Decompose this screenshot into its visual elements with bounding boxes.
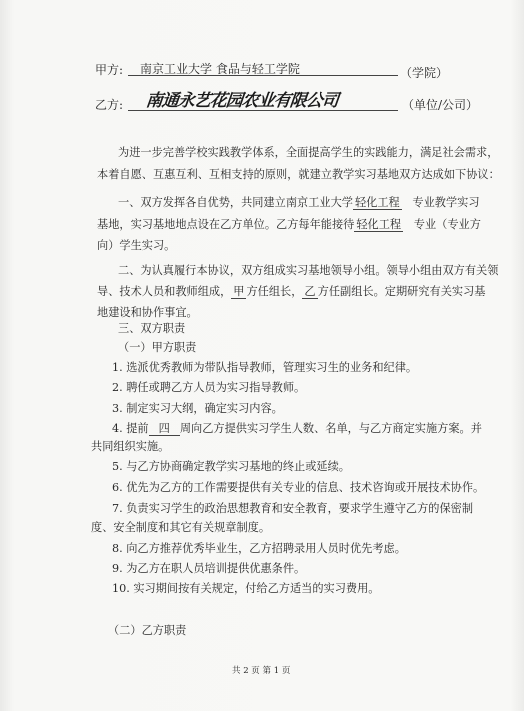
party-a-suffix: （学院） <box>400 66 449 80</box>
clause-2-deputy-party: 乙 <box>304 285 316 298</box>
duty-item-7-cont: 度、安全制度和其它有关规章制度。 <box>91 521 271 534</box>
clause-1-line-1: 一、双方发挥各自优势，共同建立南京工业大学 轻化工程 专业教学实习 <box>118 196 480 209</box>
clause-1-major-field-2: 轻化工程 <box>356 218 402 231</box>
duty-item-5: 5. 与乙方协商确定教学实习基地的终止或延续。 <box>112 460 350 473</box>
duty-item-1: 1. 选派优秀教师为带队指导教师，管理实习生的业务和纪律。 <box>112 361 418 374</box>
party-a-value: 南京工业大学 食品与轻工学院 <box>140 62 300 76</box>
clause-2-leader-party: 甲 <box>233 285 245 298</box>
section-3-sub-b: （二）乙方职责 <box>108 624 187 637</box>
duty-item-4-cont: 共同组织实施。 <box>91 440 170 453</box>
clause-2-line-3: 地建设和协作事宜。 <box>97 306 198 319</box>
page-footer: 共 2 页 第 1 页 <box>232 666 291 676</box>
clause-1-major-field: 轻化工程 <box>354 196 400 209</box>
duty-item-7: 7. 负责实习学生的政治思想教育和安全教育，要求学生遵守乙方的保密制 <box>112 502 474 515</box>
clause-1-line-3: 向）学生实习。 <box>97 239 176 252</box>
duty-item-9: 9. 为乙方在职人员培训提供优惠条件。 <box>112 562 306 575</box>
clause-2-line-2: 导、技术人员和教师组成， 甲 方任组长， 乙 方任副组长。定期研究有关实习基 <box>97 285 486 298</box>
duty-item-8: 8. 向乙方推荐优秀毕业生，乙方招聘录用人员时优先考虑。 <box>112 542 406 555</box>
duty-item-4-weeks: 四 <box>149 422 180 436</box>
clause-2-line-1: 二、为认真履行本协议，双方组成实习基地领导小组。领导小组由双方有关领 <box>118 264 499 277</box>
party-a-label: 甲方: <box>95 63 124 77</box>
intro-line-1: 为进一步完善学校实践教学体系，全面提高学生的实践能力，满足社会需求， <box>118 146 499 159</box>
duty-item-3: 3. 制定实习大纲，确定实习内容。 <box>112 402 283 415</box>
section-3-sub-a: （一）甲方职责 <box>118 341 197 354</box>
duty-item-6: 6. 优先为乙方的工作需要提供有关专业的信息、技术咨询或开展技术协作。 <box>112 481 485 494</box>
duty-item-10: 10. 实习期间按有关规定，付给乙方适当的实习费用。 <box>112 582 380 595</box>
clause-1-line-2: 基地，实习基地地点设在乙方单位。乙方每年能接待 轻化工程 专业（专业方 <box>97 218 481 231</box>
party-b-handwritten-value: 南通永艺花园农业有限公司 <box>144 91 339 111</box>
duty-item-4: 4. 提前 四 周向乙方提供实习学生人数、名单，与乙方商定实施方案。并 <box>112 422 482 435</box>
section-3-title: 三、双方职责 <box>118 322 186 335</box>
duty-item-2: 2. 聘任或聘乙方人员为实习指导教师。 <box>112 381 306 394</box>
party-b-suffix: （单位/公司） <box>402 98 479 112</box>
party-b-label: 乙方: <box>95 98 124 112</box>
intro-line-2: 本着自愿、互惠互利、互相支持的原则，就建立教学实习基地双方达成如下协议： <box>97 168 500 181</box>
